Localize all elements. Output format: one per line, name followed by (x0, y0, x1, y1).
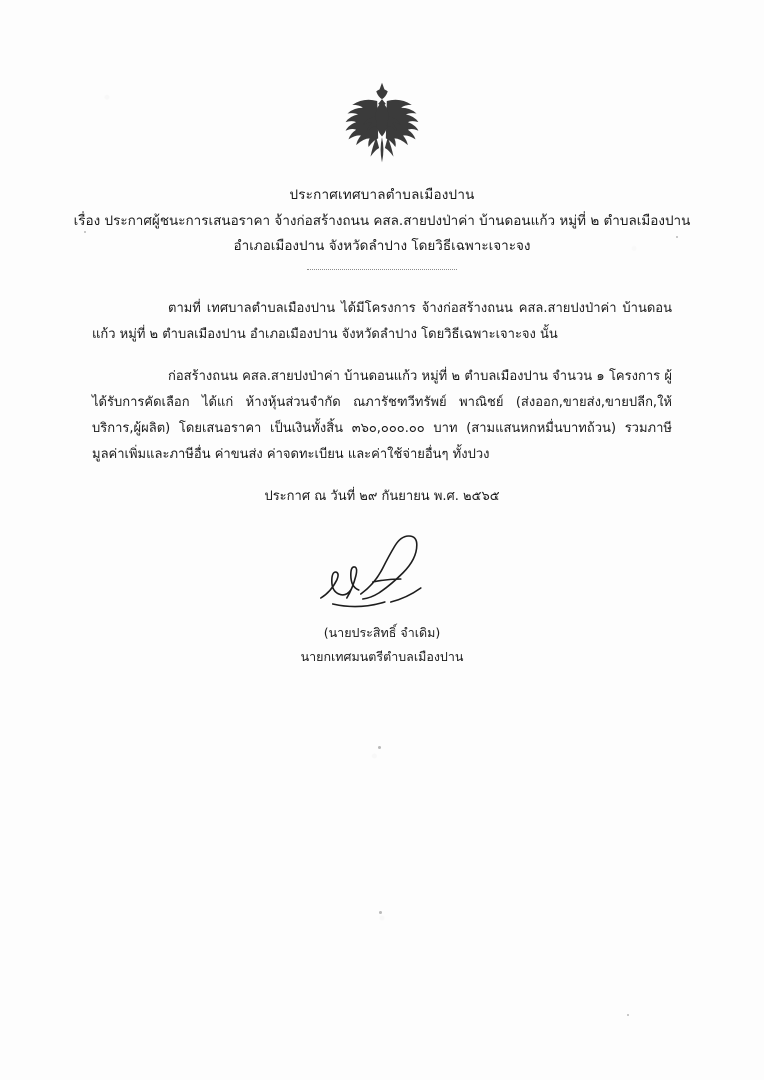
paragraph-1 (92, 296, 672, 348)
document-body (92, 296, 672, 664)
scan-speck (379, 911, 382, 914)
signer-name: (นายประสิทธิ์ จำเดิม) (323, 624, 441, 640)
document-header (0, 184, 764, 270)
announcement-title: ประกาศเทศบาลตำบลเมืองปาน (289, 187, 475, 203)
paragraph-2 (92, 364, 672, 468)
scan-speck (627, 1014, 629, 1016)
paragraph-1-text: ตามที่ เทศบาลตำบลเมืองปาน ได้มีโครงการ จ้างก่อสร้างถนน คสล.สายปงป่าค่า บ้านดอนแก้ว หมู่ที่ ๒ ตำบลเมืองปาน อำเภอเมืองปาน จังหวัดลำปาง โดยวิธีเฉพาะเจาะจง นั้น (92, 300, 672, 342)
emblem-container (0, 78, 764, 170)
paragraph-2-text: ก่อสร้างถนน คสล.สายปงป่าค่า บ้านดอนแก้ว หมู่ที่ ๒ ตำบลเมืองปาน จำนวน ๑ โครงการ ผู้ได้รับการคัดเลือก ได้แก่ ห้างหุ้นส่วนจำกัด ณภารัชฑวีทรัพย์ พาณิชย์ (ส่งออก,ขายส่ง,ขายปลีก,ให้บริการ,ผู้ผลิต) โดยเสนอราคา เป็นเงินทั้งสิ้น ๓๖๐,๐๐๐.๐๐ บาท (สามแสนหกหมื่นบาทถ้วน) รวมภาษีมูลค่าเพิ่มและภาษีอื่น ค่าขนส่ง ค่าจดทะเบียน และค่าใช้จ่ายอื่นๆ ทั้งปวง (92, 368, 672, 462)
scan-speck (378, 746, 381, 749)
signature-block (92, 528, 672, 664)
title-divider (307, 269, 457, 270)
announcement-date: ประกาศ ณ วันที่ ๒๙ กันยายน พ.ศ. ๒๕๖๕ (264, 488, 500, 504)
announcement-subject: เรื่อง ประกาศผู้ชนะการเสนอราคา จ้างก่อสร้างถนน คสล.สายปงป่าค่า บ้านดอนแก้ว หมู่ที่ ๒ ตำบลเมืองปาน (73, 212, 691, 229)
announcement-subject-cont: อำเภอเมืองปาน จังหวัดลำปาง โดยวิธีเฉพาะเจาะจง (233, 238, 531, 255)
garuda-emblem-icon (334, 78, 430, 170)
signer-role: นายกเทศมนตรีตำบลเมืองปาน (300, 648, 464, 664)
handwritten-signature-icon (303, 532, 483, 618)
